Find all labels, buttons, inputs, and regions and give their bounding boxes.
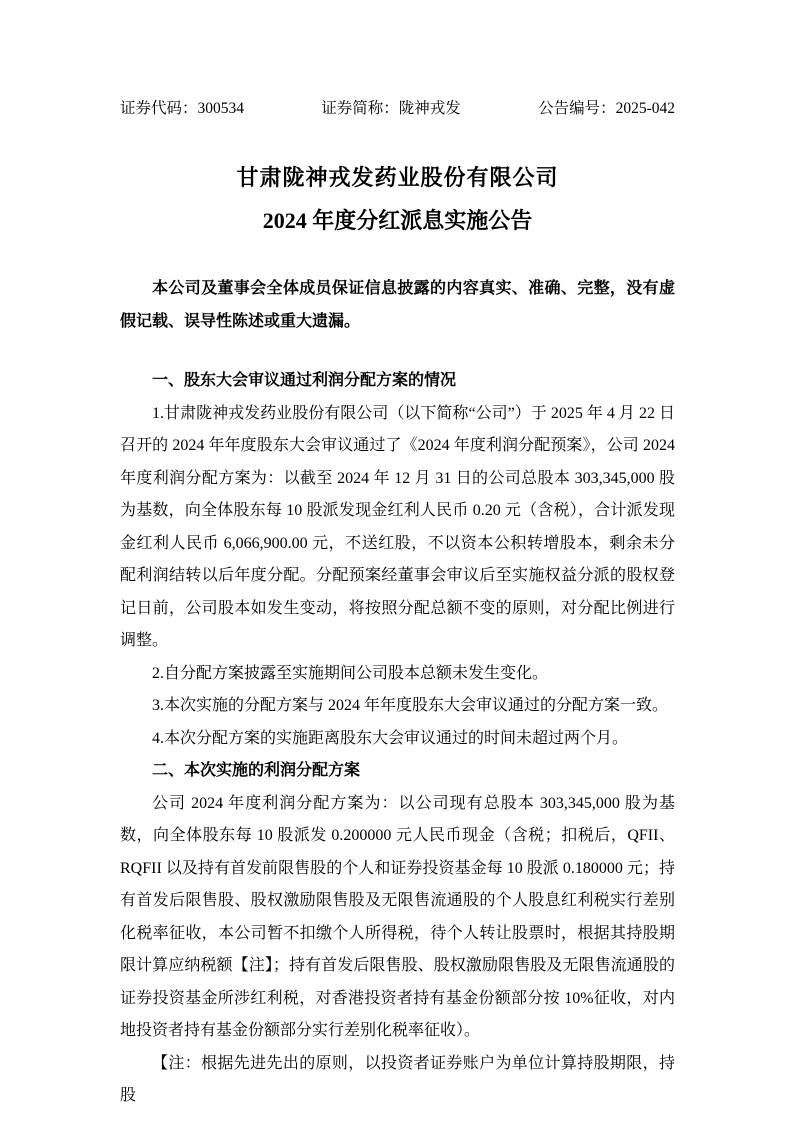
stock-code: 证券代码：300534 — [120, 100, 245, 117]
announcement-number: 公告编号：2025-042 — [538, 100, 675, 117]
document-subtitle: 2024 年度分红派息实施公告 — [262, 208, 533, 233]
document-title: 甘肃陇神戎发药业股份有限公司 — [236, 165, 559, 190]
page-content — [120, 0, 675, 1113]
section-1-paragraph-2: 2.自分配方案披露至实施期间公司股本总额未发生变化。 — [152, 664, 549, 682]
section-1-heading: 一、股东大会审议通过利润分配方案的情况 — [152, 372, 457, 389]
stock-name: 证券简称：陇神戎发 — [321, 100, 461, 117]
section-2-heading: 二、本次实施的利润分配方案 — [152, 762, 361, 779]
section-1-paragraph-3: 3.本次实施的分配方案与 2024 年年度股东大会审议通过的分配方案一致。 — [152, 697, 669, 714]
document-header — [120, 97, 675, 121]
integrity-statement: 本公司及董事会全体成员保证信息披露的内容真实、准确、完整，没有虚假记载、误导性陈述或重大遗漏。 — [120, 280, 675, 330]
section-1-paragraph-1: 1.甘肃陇神戎发药业股份有限公司（以下简称“公司”）于 2025 年 4 月 22 日召开的 2024 年年度股东大会审议通过了《2024 年度利润分配预案》，公司 2024 年度利润分配方案为：以截至 2024 年 12 月 31 日的公司总股本 303,345,000 股为基数，向全体股东每 10 股派发现金红利人民币 0.20 元（含税），合计派发现金红利人民币 6,066,900.00 元，不送红股，不以资本公积转增股本，剩余未分配利润结转以后年度分配。分配预案经董事会审议后至实施权益分派的股权登记日前，公司股本如发生变动，将按照分配总额不变的原则，对分配比例进行调整。 — [120, 404, 675, 649]
section-2-paragraph-1: 公司 2024 年度利润分配方案为：以公司现有总股本 303,345,000 股为基数，向全体股东每 10 股派发 0.200000 元人民币现金（含税；扣税后，QFII、RQFII 以及持有首发前限售股的个人和证券投资基金每 10 股派 0.180000 元；持有首发后限售股、股权激励限售股及无限售流通股的个人股息红利税实行差别化税率征收，本公司暂不扣缴个人所得税，待个人转让股票时，根据其持股期限计算应纳税额【注】；持有首发后限售股、股权激励限售股及无限售流通股的证券投资基金所涉红利税，对香港投资者持有基金份额部分按 10%征收，对内地投资者持有基金份额部分实行差别化税率征收）。 — [120, 794, 675, 1039]
section-1-paragraph-4: 4.本次分配方案的实施距离股东大会审议通过的时间未超过两个月。 — [152, 729, 629, 747]
section-2-note: 【注：根据先进先出的原则，以投资者证券账户为单位计算持股期限，持股 — [120, 1054, 675, 1104]
